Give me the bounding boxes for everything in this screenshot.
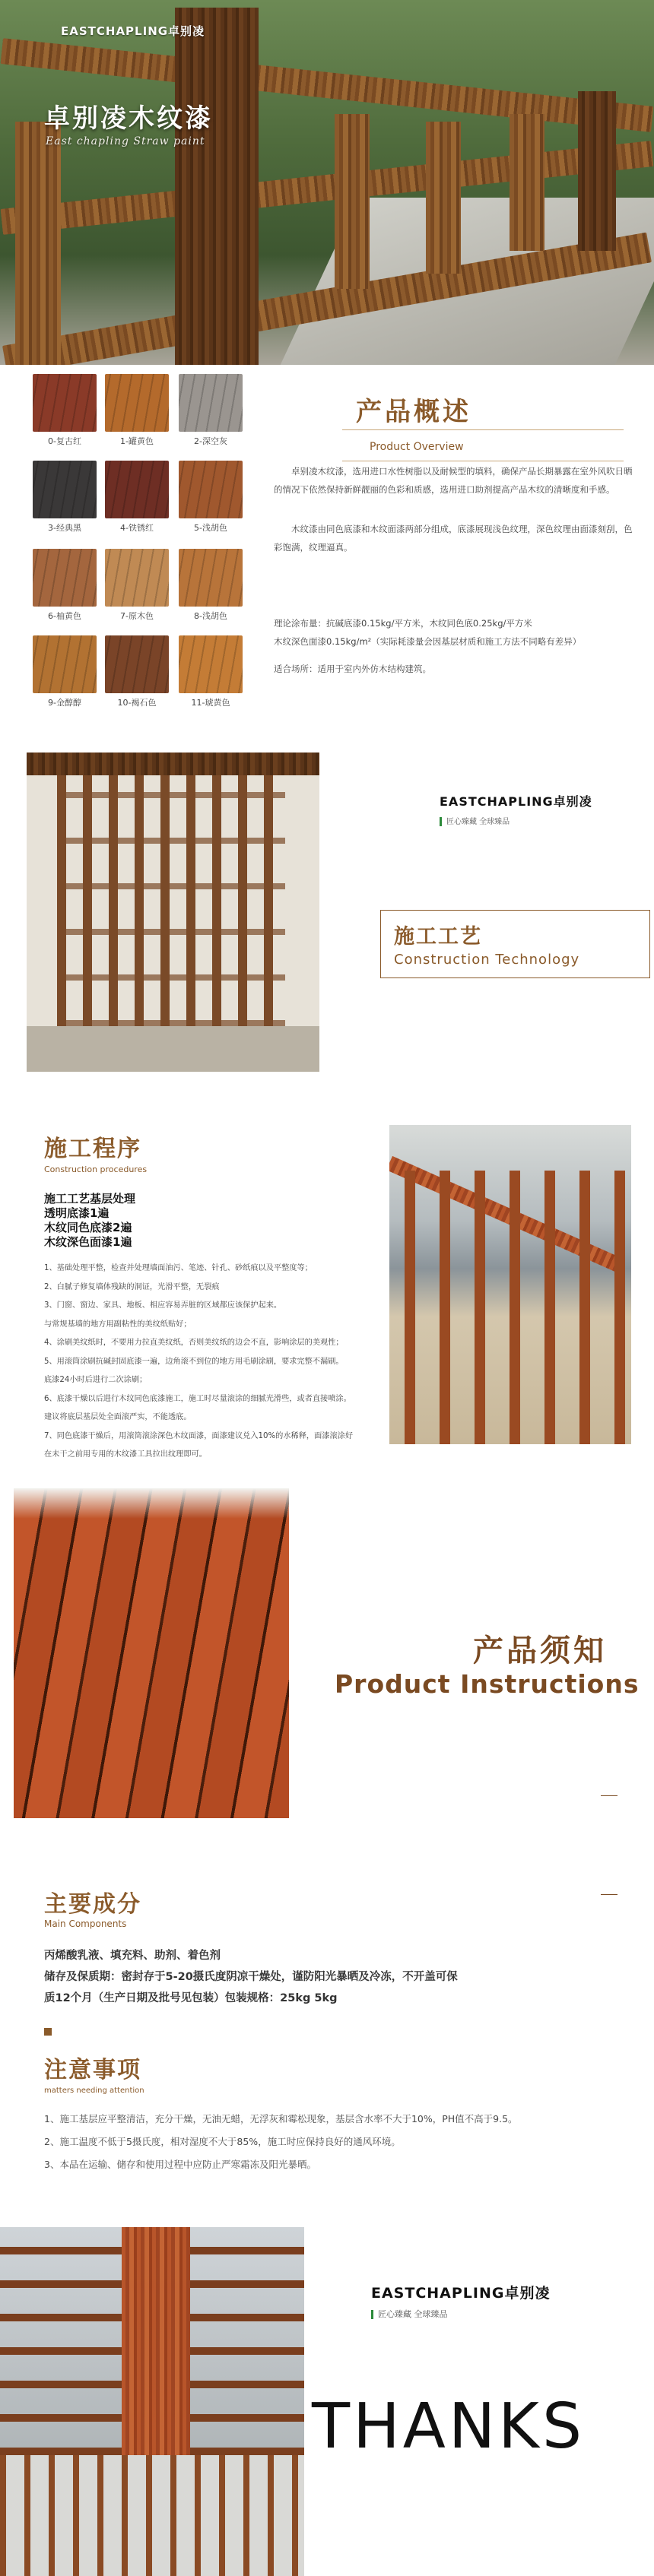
- slogan-text: 匠心臻藏 全球臻品: [446, 818, 510, 826]
- swatch-label: 0-复古红: [48, 436, 81, 446]
- color-swatch: [179, 461, 243, 518]
- section-bullet: [44, 2028, 52, 2036]
- procedure-heading: 木纹深色面漆1遍: [44, 1235, 132, 1249]
- railing-balusters: [405, 1171, 631, 1444]
- notes-subtitle: matters needing attention: [44, 2086, 144, 2095]
- overview-spec: 理论涂布量：抗碱底漆0.15kg/平方米，木纹同色底0.25kg/平方米: [274, 618, 532, 629]
- slogan-text: 匠心臻藏 全球臻品: [378, 2309, 448, 2319]
- slogan-marker: [371, 2310, 373, 2319]
- color-swatch: [179, 635, 243, 693]
- procedure-subtitle: Construction procedures: [44, 1164, 148, 1174]
- fence-post: [578, 91, 616, 251]
- components-text: 丙烯酸乳液、填充料、助剂、着色剂: [44, 1950, 221, 1962]
- swatch-label: 3-经典黑: [48, 523, 81, 533]
- components-text: 质12个月（生产日期及批号见包装）包装规格：25kg 5kg: [44, 1992, 338, 2004]
- construction-subtitle: Construction Technology: [394, 952, 580, 968]
- river-railing-photo: [389, 1125, 631, 1444]
- hero-banner: [0, 0, 654, 365]
- brand-slogan: [440, 815, 510, 826]
- color-swatch: [105, 374, 169, 432]
- swatch-label: 11-琥黄色: [191, 698, 230, 708]
- color-swatch: [33, 374, 97, 432]
- procedure-step: 建议将底层基层处全面滚严实，不能透底。: [44, 1413, 192, 1421]
- color-swatch: [105, 461, 169, 518]
- divider: [342, 429, 624, 430]
- instructions-subtitle: Product Instructions: [335, 1669, 640, 1699]
- components-title: 主要成分: [44, 1891, 141, 1918]
- procedure-step: 1、基础处理平整，检查并处理墙面油污、笔迹、针孔、砂纸痕以及平整度等；: [44, 1264, 313, 1272]
- overview-paragraph: 木纹漆由同色底漆和木纹面漆两部分组成，底漆展现浅色纹理，深色纹理由面漆刻刮，色彩饱满，纹理逼真。: [274, 524, 633, 553]
- color-swatch: [33, 549, 97, 607]
- procedure-title: 施工程序: [44, 1136, 141, 1162]
- overview-paragraph: 卓别凌木纹漆，选用进口水性树脂以及耐候型的填料，确保产品长期暴露在室外风吹日晒的情况下依然保持新鲜靓丽的色彩和质感，选用进口助剂提高产品木纹的清晰度和手感。: [274, 466, 633, 495]
- color-swatch: [179, 374, 243, 432]
- pavilion-photo: [0, 2227, 304, 2576]
- swatch-label: 1-罐黄色: [120, 436, 154, 446]
- planks-highlight: [14, 1488, 289, 1519]
- note-item: 3、本品在运输、储存和使用过程中应防止严寒霜冻及阳光暴晒。: [44, 2159, 316, 2170]
- divider-dash: [601, 1795, 617, 1796]
- brand-slogan: [371, 2308, 448, 2320]
- hero-title: 卓别凌木纹漆: [44, 103, 213, 134]
- pavilion-rail: [0, 2455, 304, 2576]
- divider-dash: [601, 1894, 617, 1895]
- note-item: 1、施工基层应平整清洁，充分干燥，无油无蜡，无浮灰和霉松现象，基层含水率不大于10%，PH值不高于9.5。: [44, 2113, 518, 2124]
- swatch-label: 4-铁锈红: [120, 523, 154, 533]
- swatch-label: 6-柚黄色: [48, 611, 81, 621]
- swatch-label: 7-原木色: [120, 611, 154, 621]
- procedure-step: 4、涂刷美纹纸时，不要用力拉直美纹纸，否则美纹纸的边会不直，影响涂层的美观性；: [44, 1339, 344, 1347]
- overview-title: 产品概述: [356, 397, 471, 427]
- note-item: 2、施工温度不低于5摄氏度，相对湿度不大于85%，施工时应保持良好的通风环境。: [44, 2136, 401, 2147]
- swatch-label: 2-深空灰: [194, 436, 227, 446]
- brand-logo: EASTCHAPLING卓别凌: [371, 2285, 551, 2302]
- color-swatch: [33, 461, 97, 518]
- brand-logo: EASTCHAPLING卓别凌: [440, 794, 592, 809]
- overview-subtitle: Product Overview: [370, 441, 464, 453]
- procedure-step: 在未干之前用专用的木纹漆工具拉出纹理即可。: [44, 1450, 207, 1459]
- swatch-label: 10-褐石色: [117, 698, 157, 708]
- instructions-title: 产品须知: [473, 1633, 607, 1668]
- pavement: [27, 1026, 319, 1072]
- procedure-step: 2、白腻子修复墙体残缺的洞证，光滑平整，无裂痕: [44, 1282, 220, 1291]
- procedure-step: 5、用滚筒涂刷抗碱封固底漆一遍，边角滚不到位的地方用毛刷涂刷，要求完整不漏刷。: [44, 1357, 344, 1366]
- color-swatch: [33, 635, 97, 693]
- procedure-step: 3、门窗、窗边、家具、地板、相应容易弄脏的区域都应该保护起来。: [44, 1301, 282, 1310]
- lattice-rails: [57, 775, 285, 1026]
- pergola-beam: [27, 753, 319, 775]
- procedure-step: 底漆24小时后进行二次涂刷；: [44, 1376, 148, 1384]
- overview-spec: 适合场所：适用于室内外仿木结构建筑。: [274, 664, 431, 674]
- pergola-photo: [27, 753, 319, 1072]
- hero-subtitle: East chapling Straw paint: [46, 135, 205, 147]
- components-subtitle: Main Components: [44, 1919, 127, 1929]
- procedure-step: 与常规基墙的地方用副粘性的美纹纸贴好；: [44, 1320, 192, 1329]
- construction-title: 施工工艺: [394, 925, 482, 949]
- components-text: 储存及保质期：密封存于5-20摄氏度阴凉干燥处，谨防阳光暴晒及冷冻，不开盖可保: [44, 1971, 458, 1983]
- notes-title: 注意事项: [44, 2057, 141, 2083]
- wood-planks-photo: [14, 1488, 289, 1818]
- procedure-step: 7、同色底漆干燥后，用滚筒滚涂深色木纹面漆，面漆建议兑入10%的水稀释，面漆滚涂好: [44, 1431, 354, 1440]
- fence-post: [510, 114, 544, 251]
- procedure-step: 6、底漆干燥以后进行木纹同色底漆施工，施工时尽量滚涂的细腻光滑些，或者直接喷涂。: [44, 1394, 351, 1403]
- procedure-heading: 施工工艺基层处理: [44, 1192, 136, 1206]
- color-swatch: [105, 635, 169, 693]
- fence-post: [15, 122, 61, 365]
- procedure-heading: 木纹同色底漆2遍: [44, 1221, 132, 1234]
- overview-spec: 木纹深色面漆0.15kg/m²（实际耗漆量会因基层材质和施工方法不同略有差异）: [274, 636, 582, 647]
- swatch-label: 8-浅胡色: [194, 611, 227, 621]
- swatch-label: 9-金醇醇: [48, 698, 81, 708]
- color-swatch: [105, 549, 169, 607]
- procedure-heading: 透明底漆1遍: [44, 1206, 110, 1220]
- color-swatch: [179, 549, 243, 607]
- slogan-marker: [440, 817, 442, 826]
- swatch-label: 5-浅胡色: [194, 523, 227, 533]
- fence-post: [335, 114, 370, 289]
- thanks-text: THANKS: [312, 2391, 586, 2463]
- fence-post: [175, 8, 259, 365]
- fence-post: [426, 122, 461, 274]
- brand-logo: EASTCHAPLING卓别凌: [61, 24, 205, 38]
